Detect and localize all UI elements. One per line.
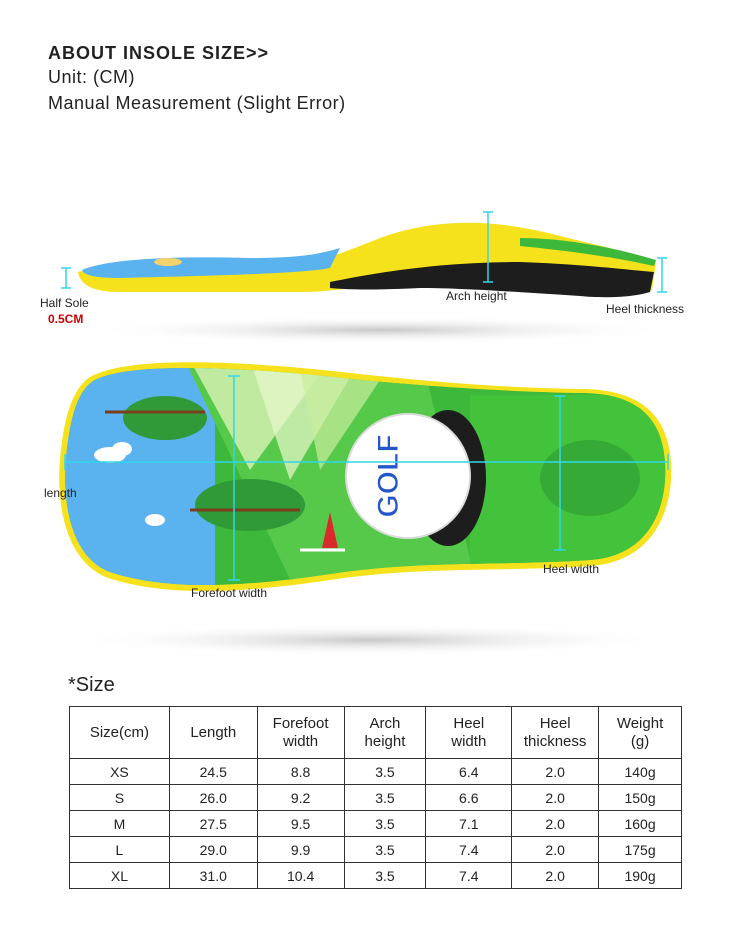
- table-row: [70, 837, 682, 863]
- table-cell: 175g: [599, 837, 682, 863]
- table-cell: 9.9: [257, 837, 344, 863]
- table-cell: S: [70, 785, 170, 811]
- heel-cup: [540, 440, 640, 516]
- table-cell: 31.0: [169, 863, 257, 889]
- table-cell: 7.4: [426, 837, 512, 863]
- table-cell: XL: [70, 863, 170, 889]
- table-cell: 2.0: [512, 759, 599, 785]
- heel-thickness-label: Heel thickness: [606, 302, 685, 316]
- table-cell: 2.0: [512, 811, 599, 837]
- table-cell: 26.0: [169, 785, 257, 811]
- table-cell: 190g: [599, 863, 682, 889]
- side-view: [61, 212, 680, 344]
- header-cell: Weight (g): [599, 707, 682, 759]
- table-cell: 2.0: [512, 785, 599, 811]
- arch-height-label: Arch height: [446, 289, 507, 303]
- table-cell: 6.4: [426, 759, 512, 785]
- table-row: [70, 863, 682, 889]
- size-section-title: *Size: [68, 674, 115, 696]
- table-row: [70, 759, 682, 785]
- table-cell: 8.8: [257, 759, 344, 785]
- table-cell: 27.5: [169, 811, 257, 837]
- table-header-row: [70, 707, 682, 759]
- table-cell: 9.2: [257, 785, 344, 811]
- table-cell: 2.0: [512, 863, 599, 889]
- table-cell: 3.5: [344, 837, 426, 863]
- table-cell: 3.5: [344, 811, 426, 837]
- header-cell: Forefoot width: [257, 707, 344, 759]
- size-table: [69, 706, 682, 889]
- table-cell: 3.5: [344, 863, 426, 889]
- sky-area: [50, 350, 215, 610]
- forefoot-width-label: Forefoot width: [191, 586, 268, 600]
- cloud-icon: [145, 514, 165, 526]
- top-shadow: [65, 624, 675, 656]
- header-cell: Size(cm): [70, 707, 170, 759]
- table-cell: 24.5: [169, 759, 257, 785]
- header-cell: Length: [169, 707, 257, 759]
- side-shadow: [80, 316, 680, 344]
- table-cell: 7.4: [426, 863, 512, 889]
- table-cell: 6.6: [426, 785, 512, 811]
- side-sun-icon: [154, 258, 182, 266]
- table-cell: 140g: [599, 759, 682, 785]
- measurement-note: Manual Measurement (Slight Error): [48, 93, 346, 113]
- golf-ball-text: GOLF: [372, 434, 405, 518]
- table-cell: 3.5: [344, 759, 426, 785]
- length-label: length: [44, 486, 77, 500]
- table-cell: 7.1: [426, 811, 512, 837]
- unit-text: Unit: (CM): [48, 67, 135, 87]
- half-sole-value: 0.5CM: [48, 312, 84, 326]
- table-cell: L: [70, 837, 170, 863]
- heel-width-label: Heel width: [543, 562, 600, 576]
- table-cell: 10.4: [257, 863, 344, 889]
- table-row: [70, 811, 682, 837]
- table-cell: 160g: [599, 811, 682, 837]
- table-cell: M: [70, 811, 170, 837]
- table-cell: 29.0: [169, 837, 257, 863]
- table-cell: XS: [70, 759, 170, 785]
- header-cell: Heel thickness: [512, 707, 599, 759]
- table-cell: 9.5: [257, 811, 344, 837]
- header-cell: Arch height: [344, 707, 426, 759]
- half-sole-label: Half Sole: [40, 296, 89, 310]
- golf-ball-icon: [346, 414, 470, 538]
- page-title: ABOUT INSOLE SIZE>>: [48, 43, 270, 63]
- table-cell: 3.5: [344, 785, 426, 811]
- table-row: [70, 785, 682, 811]
- top-view: [50, 350, 690, 656]
- header-cell: Heel width: [426, 707, 512, 759]
- table-cell: 2.0: [512, 837, 599, 863]
- table-cell: 150g: [599, 785, 682, 811]
